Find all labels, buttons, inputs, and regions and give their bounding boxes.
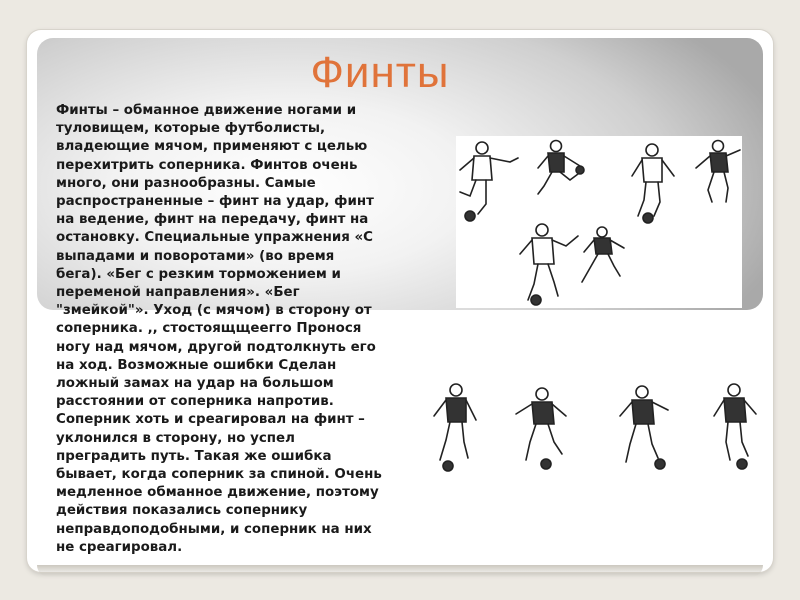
slide-shadow bbox=[37, 565, 763, 577]
slide-title: Финты bbox=[310, 48, 450, 97]
slide-body-text: Финты – обманное движение ногами и туловищем, которые футболисты, владеющие мячом, применяют с целью перехитрить соперника. Финтов очень много, они разнообразны. Самые распространенные – финт на удар, финт на ведение, финт на передачу, финт на остановку. Специальные упражнения «С выпадами и поворотами» (во время бега). «Бег с резким торможением и переменой направления». «Бег "змейкой"». Уход (с мячом) в сторону от соперника. ,, стостоящщеегго Пронося ногу над мячом, другой подтолкнуть его на ход. Возможные ошибки Сделан ложный замах на удар на большом расстоянии от соперника напротив. Соперник хоть и среагировал на финт – уклонился в сторону, но успел преградить путь. Такая же ошибка бывает, когда соперник за спиной. Очень медленное обманное движение, поэтому действия показались сопернику неправдоподобными, и соперник на них не среагировал. bbox=[56, 103, 382, 555]
feint-illustration-top bbox=[456, 136, 742, 308]
feint-illustration-bottom bbox=[430, 380, 770, 476]
players-drawing-top bbox=[456, 136, 742, 308]
players-drawing-bottom bbox=[430, 380, 770, 476]
